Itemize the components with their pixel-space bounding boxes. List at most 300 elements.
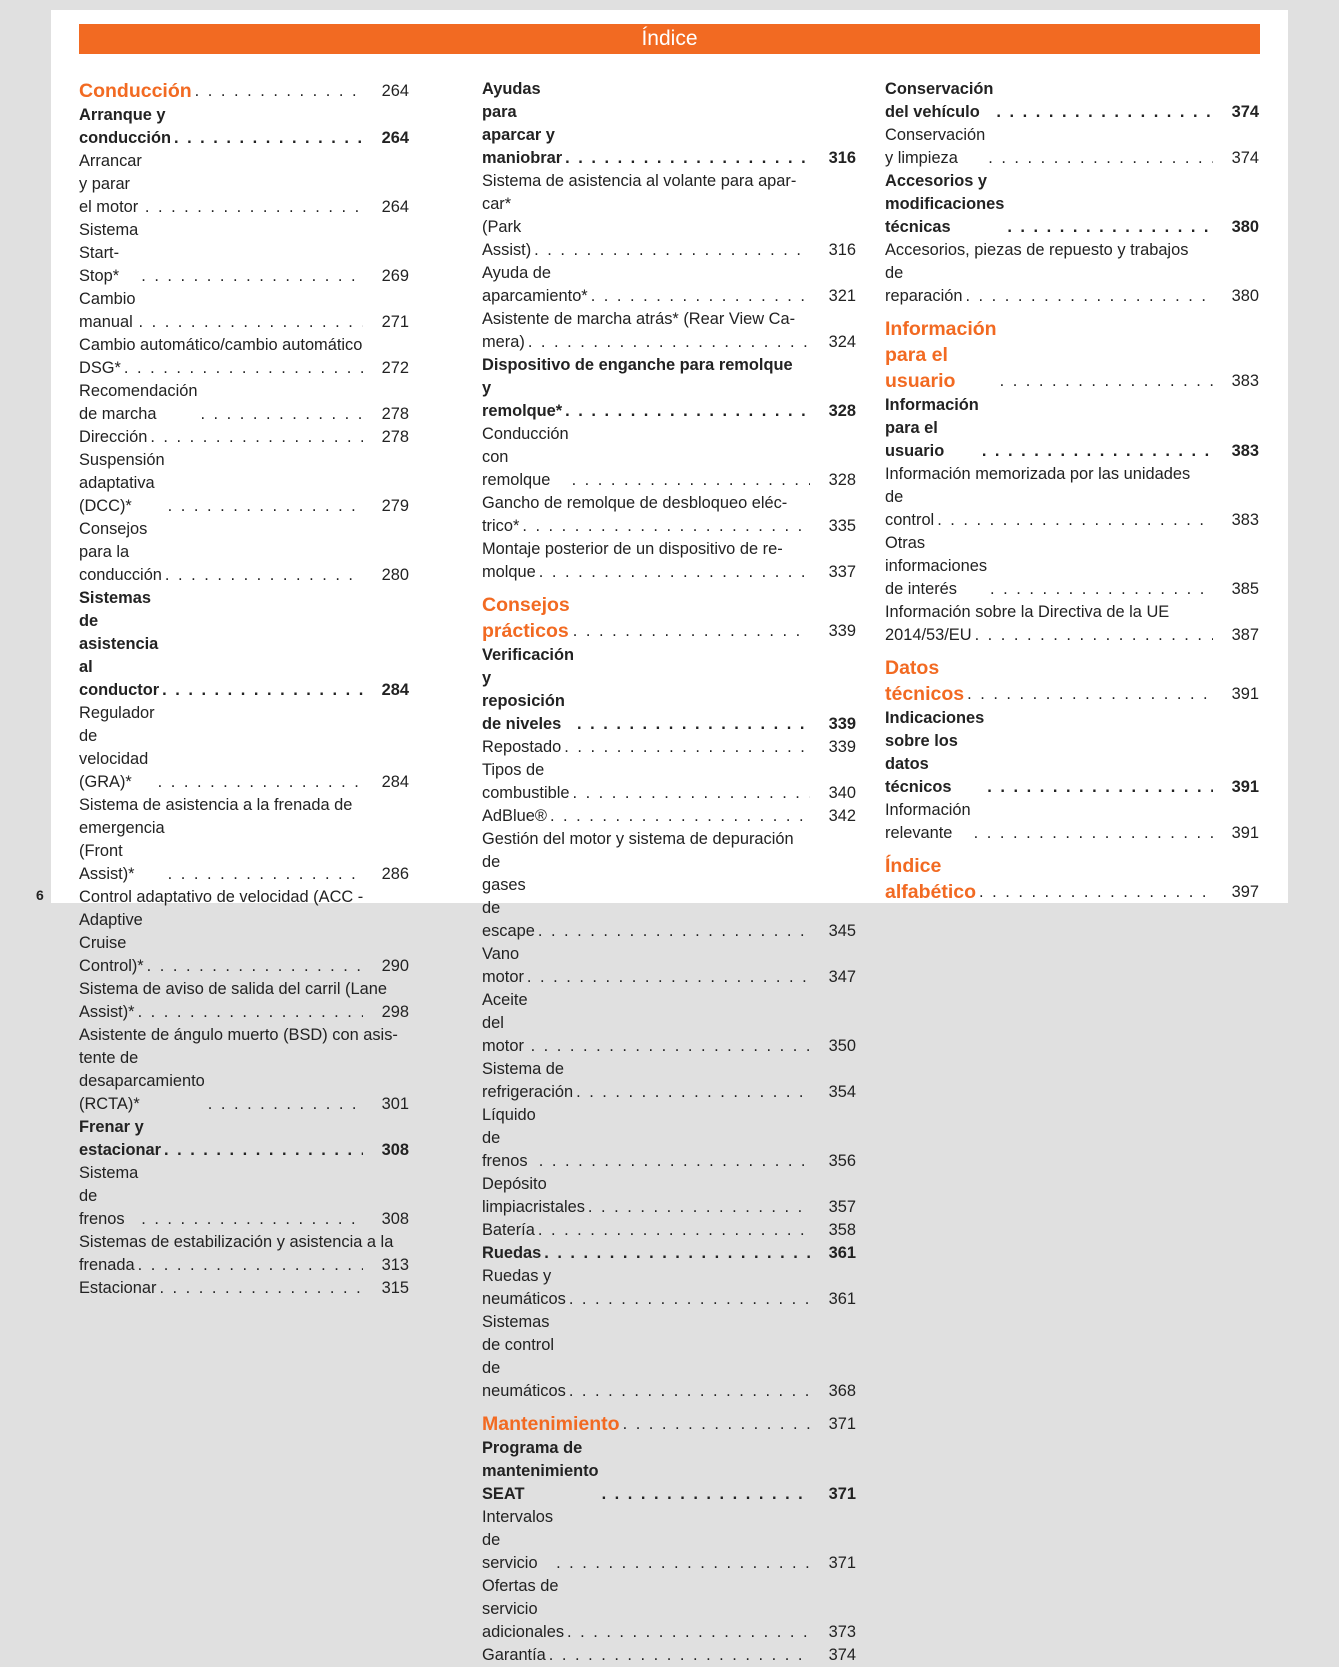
toc-entry[interactable] <box>885 799 1259 845</box>
toc-entry-label <box>482 1265 812 1311</box>
toc-entry[interactable] <box>79 288 409 334</box>
toc-entry[interactable] <box>482 759 856 805</box>
toc-entry-text: Assist)* <box>79 1003 135 1021</box>
dot-leader <box>168 495 363 518</box>
toc-entry-line <box>79 886 409 909</box>
toc-entry-text: Garantía <box>482 1646 546 1664</box>
toc-entry-text: Líquido de frenos <box>482 1106 536 1170</box>
toc-entry-text: Intervalos de servicio <box>482 1508 554 1572</box>
toc-chapter-entry[interactable] <box>482 78 856 170</box>
toc-entry-text: Sistema Start-Stop* <box>79 221 139 285</box>
toc-chapter-entry[interactable] <box>482 1242 856 1265</box>
toc-chapter-entry[interactable] <box>79 587 409 702</box>
toc-entry-label <box>482 644 812 736</box>
toc-entry-text: de gases de escape <box>482 853 535 940</box>
dot-leader <box>174 127 363 150</box>
toc-entry-label <box>482 805 812 828</box>
toc-entry-text: de reparación <box>885 264 963 305</box>
toc-page-number: 358 <box>828 1221 856 1239</box>
dot-leader <box>124 357 363 380</box>
toc-entry-text: Tipos de combustible <box>482 761 570 802</box>
toc-entry-text: Dirección <box>79 428 148 446</box>
toc-entry[interactable] <box>79 219 409 288</box>
toc-entry-line <box>482 354 856 377</box>
toc-entry-line <box>885 601 1259 624</box>
toc-page-number: 278 <box>381 428 409 446</box>
toc-entry-text: Ruedas <box>482 1244 542 1262</box>
toc-entry-text: trico* <box>482 517 520 535</box>
toc-entry-label <box>79 78 365 104</box>
toc-page-number: 301 <box>381 1095 409 1113</box>
toc-entry-text: DSG* <box>79 359 121 377</box>
toc-entry-text: Vano motor <box>482 945 524 986</box>
dot-leader <box>158 771 363 794</box>
dot-leader <box>534 239 810 262</box>
toc-entry[interactable] <box>79 702 409 794</box>
dot-leader <box>141 265 363 288</box>
toc-entry-label <box>482 561 812 584</box>
toc-entry-label <box>79 587 365 702</box>
page-number: 6 <box>36 887 44 903</box>
toc-page-number: 339 <box>828 715 856 733</box>
toc-page-number: 264 <box>381 82 409 100</box>
toc-entry-text: Consejos para la conducción <box>79 520 162 584</box>
toc-entry-label <box>482 78 812 170</box>
toc-page-number: 371 <box>828 1415 856 1433</box>
toc-page-number: 347 <box>828 968 856 986</box>
toc-entry[interactable] <box>79 449 409 518</box>
toc-entry-label <box>79 1254 365 1277</box>
toc-page-number: 371 <box>828 1485 856 1503</box>
toc-entry-text: Ayuda de aparcamiento* <box>482 264 588 305</box>
dot-leader <box>990 578 1213 601</box>
toc-entry-label <box>79 426 365 449</box>
dot-leader <box>200 403 363 426</box>
toc-entry-label <box>885 124 1215 170</box>
toc-entry-label <box>482 1311 812 1403</box>
toc-section-heading[interactable] <box>885 655 1259 707</box>
toc-entry-line <box>79 978 409 1001</box>
dot-leader <box>975 624 1213 647</box>
dot-leader <box>988 147 1213 170</box>
toc-entry-text: Accesorios, piezas de repuesto y trabajos <box>885 241 1189 259</box>
toc-entry[interactable] <box>79 426 409 449</box>
toc-entry-text: emergencia (Front Assist)* <box>79 819 165 883</box>
toc-page-number: 264 <box>381 198 409 216</box>
dot-leader <box>145 196 363 219</box>
toc-entry-text: Asistente de marcha atrás* (Rear View Ca- <box>482 310 796 328</box>
dot-leader <box>556 1552 810 1575</box>
toc-page-number: 321 <box>828 287 856 305</box>
toc-entry[interactable] <box>885 624 1259 647</box>
toc-entry-text: Información memorizada por las unidades <box>885 465 1191 483</box>
dot-leader <box>576 1081 810 1104</box>
toc-entry-label <box>482 1173 812 1219</box>
dot-leader <box>602 1483 810 1506</box>
toc-page-number: 383 <box>1231 372 1259 390</box>
toc-entry-label <box>885 78 1215 124</box>
toc-chapter-entry[interactable] <box>885 78 1259 124</box>
toc-entry-text: Arrancar y parar el motor <box>79 152 142 216</box>
toc-page-number: 361 <box>828 1244 856 1262</box>
toc-chapter-entry[interactable] <box>885 394 1259 463</box>
toc-entry-label <box>885 799 1215 845</box>
toc-entry[interactable] <box>885 532 1259 601</box>
toc-entry-text: Ruedas y neumáticos <box>482 1267 566 1308</box>
toc-entry[interactable] <box>482 1173 856 1219</box>
toc-entry[interactable] <box>482 423 856 492</box>
toc-page-number: 354 <box>828 1083 856 1101</box>
toc-entry-label <box>79 104 365 150</box>
toc-entry-text: Conducción con remolque <box>482 425 569 489</box>
toc-section-heading[interactable] <box>79 78 409 104</box>
toc-entry-text: Información para el usuario <box>885 318 997 392</box>
toc-page-number: 373 <box>828 1623 856 1641</box>
toc-entry-text: Estacionar <box>79 1279 157 1297</box>
toc-entry-label <box>885 170 1215 239</box>
dot-leader <box>195 78 363 104</box>
toc-entry-label <box>885 486 1215 532</box>
toc-page-number: 340 <box>828 784 856 802</box>
toc-entry-text: Índice alfabético <box>885 855 977 903</box>
dot-leader <box>528 331 810 354</box>
toc-entry-text: Accesorios y modificaciones técnicas <box>885 172 1005 236</box>
toc-page-number: 383 <box>1231 442 1259 460</box>
toc-chapter-entry[interactable] <box>885 170 1259 239</box>
toc-entry-label <box>79 150 365 219</box>
toc-entry-label <box>79 817 365 886</box>
toc-column-2 <box>482 78 856 1667</box>
toc-entry-label <box>482 331 812 354</box>
toc-entry[interactable] <box>79 357 409 380</box>
toc-column-3 <box>885 78 1259 905</box>
toc-entry[interactable] <box>482 193 856 262</box>
toc-page-number: 315 <box>381 1279 409 1297</box>
toc-entry[interactable] <box>79 817 409 886</box>
toc-page-number: 339 <box>828 622 856 640</box>
toc-entry[interactable] <box>79 909 409 978</box>
toc-entry-label <box>482 1411 812 1437</box>
toc-page-number: 374 <box>1231 149 1259 167</box>
dot-leader <box>965 285 1213 308</box>
toc-entry-text: Regulador de velocidad (GRA)* <box>79 704 155 791</box>
toc-entry-text: Programa de mantenimiento SEAT <box>482 1439 599 1503</box>
toc-entry-label <box>79 357 365 380</box>
toc-entry[interactable] <box>482 331 856 354</box>
toc-page-number: 374 <box>828 1646 856 1664</box>
toc-entry[interactable] <box>79 1254 409 1277</box>
toc-section-heading[interactable] <box>482 592 856 644</box>
toc-entry[interactable] <box>482 805 856 828</box>
toc-entry-text: Batería <box>482 1221 535 1239</box>
dot-leader <box>138 1001 363 1024</box>
dot-leader <box>527 966 810 989</box>
dot-leader <box>591 285 810 308</box>
dot-leader <box>974 822 1213 845</box>
toc-page-number: 383 <box>1231 511 1259 529</box>
toc-entry-label <box>885 655 1215 707</box>
toc-page-number: 356 <box>828 1152 856 1170</box>
toc-entry[interactable] <box>79 1277 409 1300</box>
toc-entry-text: Cambio automático/cambio automático <box>79 336 363 354</box>
toc-page-number: 279 <box>381 497 409 515</box>
toc-entry-text: Sistema de asistencia a la frenada de <box>79 796 353 814</box>
dot-leader <box>544 1242 810 1265</box>
dot-leader <box>168 863 363 886</box>
toc-entry-text: Información para el usuario <box>885 396 979 460</box>
toc-page-number: 298 <box>381 1003 409 1021</box>
dot-leader <box>567 1621 810 1644</box>
toc-entry-text: Aceite del motor <box>482 991 528 1055</box>
toc-entry-label <box>482 423 812 492</box>
toc-page-number: 391 <box>1231 778 1259 796</box>
toc-entry-text: Sistema de asistencia al volante para apar- <box>482 172 797 190</box>
toc-entry-line <box>482 308 856 331</box>
toc-page-number: 361 <box>828 1290 856 1308</box>
toc-page-number: 271 <box>381 313 409 331</box>
toc-entry-line <box>885 463 1259 486</box>
toc-entry-label <box>885 707 1215 799</box>
toc-chapter-entry[interactable] <box>79 104 409 150</box>
toc-section-heading[interactable] <box>885 853 1259 905</box>
dot-leader <box>565 147 810 170</box>
dot-leader <box>150 426 363 449</box>
dot-leader <box>522 515 810 538</box>
toc-entry-line <box>79 334 409 357</box>
toc-entry-label <box>79 1162 365 1231</box>
toc-entry[interactable] <box>885 486 1259 532</box>
toc-entry-label <box>482 943 812 989</box>
toc-entry-label <box>482 1242 812 1265</box>
toc-entry-label <box>885 853 1215 905</box>
dot-leader <box>623 1411 810 1437</box>
toc-entry-line <box>79 1231 409 1254</box>
toc-entry[interactable] <box>482 1311 856 1403</box>
dot-leader <box>147 955 363 978</box>
toc-entry-label <box>482 1058 812 1104</box>
toc-entry-text: Repostado <box>482 738 562 756</box>
toc-page-number: 308 <box>381 1141 409 1159</box>
toc-entry-text: 2014/53/EU <box>885 626 972 644</box>
dot-leader <box>937 509 1213 532</box>
dot-leader <box>538 920 810 943</box>
toc-entry[interactable] <box>79 1047 409 1116</box>
toc-entry-label <box>482 1575 812 1644</box>
toc-entry[interactable] <box>79 1162 409 1231</box>
toc-page-number: 397 <box>1231 883 1259 901</box>
toc-entry-text: Información relevante <box>885 801 971 842</box>
dot-leader <box>539 1150 810 1173</box>
toc-page-number: 278 <box>381 405 409 423</box>
toc-entry-label <box>79 1001 365 1024</box>
dot-leader <box>588 1196 810 1219</box>
toc-page-number: 387 <box>1231 626 1259 644</box>
toc-entry-text: Control adaptativo de velocidad (ACC - <box>79 888 364 906</box>
toc-page-number: 391 <box>1231 824 1259 842</box>
toc-chapter-entry[interactable] <box>79 1116 409 1162</box>
dot-leader <box>572 782 810 805</box>
toc-column-1 <box>79 78 409 1300</box>
toc-entry-text: Sistemas de estabilización y asistencia a la <box>79 1233 394 1251</box>
toc-entry-line <box>79 794 409 817</box>
toc-page-number: 316 <box>828 149 856 167</box>
toc-entry-text: Sistema de refrigeración <box>482 1060 574 1101</box>
toc-entry-text: Información sobre la Directiva de la UE <box>885 603 1170 621</box>
toc-entry-label <box>79 702 365 794</box>
toc-entry-text: Sistema de aviso de salida del carril (Lane <box>79 980 387 998</box>
toc-page-number: 391 <box>1231 685 1259 703</box>
toc-entry[interactable] <box>885 262 1259 308</box>
toc-entry-text: Conducción <box>79 80 192 102</box>
toc-page-number: 380 <box>1231 218 1259 236</box>
toc-entry-label <box>482 592 812 644</box>
toc-entry-text: de control <box>885 488 935 529</box>
document-page <box>51 10 1288 1664</box>
dot-leader <box>538 1219 810 1242</box>
toc-page-number: 357 <box>828 1198 856 1216</box>
toc-section-heading[interactable] <box>482 1411 856 1437</box>
toc-entry-label <box>482 1104 812 1173</box>
toc-entry-text: Ofertas de servicio adicionales <box>482 1577 565 1641</box>
toc-entry[interactable] <box>482 561 856 584</box>
toc-entry-label <box>885 262 1215 308</box>
toc-page-number: 335 <box>828 517 856 535</box>
toc-page-number: 328 <box>828 471 856 489</box>
toc-entry-text: Sistemas de control de neumáticos <box>482 1313 566 1400</box>
toc-entry-text: Datos técnicos <box>885 657 965 705</box>
toc-page-number: 337 <box>828 563 856 581</box>
toc-entry-label <box>482 515 812 538</box>
toc-entry[interactable] <box>482 1104 856 1173</box>
toc-entry-text: Sistema de frenos <box>79 1164 139 1228</box>
dot-leader <box>967 681 1213 707</box>
toc-entry[interactable] <box>482 262 856 308</box>
dot-leader <box>159 1277 363 1300</box>
toc-entry-label <box>79 219 365 288</box>
toc-entry-text: Ayudas para aparcar y maniobrar <box>482 80 563 167</box>
dot-leader <box>982 440 1213 463</box>
dot-leader <box>550 805 810 828</box>
toc-entry-text: molque <box>482 563 536 581</box>
toc-entry-label <box>885 624 1215 647</box>
toc-entry-label <box>482 1506 812 1575</box>
toc-page-number: 342 <box>828 807 856 825</box>
toc-entry-label <box>79 288 365 334</box>
toc-entry-label <box>482 1644 812 1667</box>
dot-leader <box>549 1644 810 1667</box>
dot-leader <box>577 713 810 736</box>
toc-page-number: 345 <box>828 922 856 940</box>
toc-entry[interactable] <box>482 851 856 943</box>
toc-entry-text: Frenar y estacionar <box>79 1118 161 1159</box>
toc-page-number: 284 <box>381 773 409 791</box>
toc-entry-label <box>482 759 812 805</box>
toc-entry[interactable] <box>482 989 856 1058</box>
toc-page-number: 339 <box>828 738 856 756</box>
dot-leader <box>138 311 363 334</box>
toc-entry[interactable] <box>482 515 856 538</box>
toc-entry-text: AdBlue® <box>482 807 547 825</box>
toc-entry-text: Otras informaciones de interés <box>885 534 988 598</box>
toc-page-number: 284 <box>381 681 409 699</box>
dot-leader <box>572 469 810 492</box>
toc-entry-label <box>79 449 365 518</box>
dot-leader <box>164 1139 363 1162</box>
toc-entry[interactable] <box>482 1058 856 1104</box>
toc-entry[interactable] <box>482 943 856 989</box>
toc-entry-label <box>79 518 365 587</box>
toc-page-number: 371 <box>828 1554 856 1572</box>
toc-entry[interactable] <box>79 380 409 426</box>
toc-entry-text: Indicaciones sobre los datos técnicos <box>885 709 985 796</box>
toc-entry[interactable] <box>482 736 856 759</box>
toc-entry-text: Cambio manual <box>79 290 136 331</box>
toc-entry-label <box>482 1437 812 1506</box>
dot-leader <box>141 1208 363 1231</box>
toc-page-number: 368 <box>828 1382 856 1400</box>
toc-page-number: 328 <box>828 402 856 420</box>
toc-entry-label <box>482 377 812 423</box>
toc-page-number: 313 <box>381 1256 409 1274</box>
toc-entry-text: Asistente de ángulo muerto (BSD) con asis- <box>79 1026 398 1044</box>
toc-entry-label <box>885 532 1215 601</box>
toc-chapter-entry[interactable] <box>482 1437 856 1506</box>
dot-leader <box>569 1288 810 1311</box>
dot-leader <box>539 561 810 584</box>
toc-page-number: 350 <box>828 1037 856 1055</box>
toc-entry-label <box>79 380 365 426</box>
toc-entry-text: frenada <box>79 1256 135 1274</box>
toc-entry-line <box>885 239 1259 262</box>
toc-entry[interactable] <box>79 518 409 587</box>
toc-chapter-entry[interactable] <box>885 707 1259 799</box>
toc-entry-label <box>885 394 1215 463</box>
toc-entry[interactable] <box>482 1265 856 1311</box>
toc-entry-text: car* (Park Assist) <box>482 195 532 259</box>
toc-entry[interactable] <box>482 1575 856 1644</box>
toc-chapter-entry[interactable] <box>482 644 856 736</box>
toc-page-number: 264 <box>381 129 409 147</box>
toc-chapter-entry[interactable] <box>482 377 856 423</box>
toc-entry-text: Conservación del vehículo <box>885 80 994 121</box>
toc-entry-label <box>482 193 812 262</box>
toc-page-number: 308 <box>381 1210 409 1228</box>
toc-entry-text: Dispositivo de enganche para remolque <box>482 356 793 374</box>
toc-entry-label <box>79 909 365 978</box>
dot-leader <box>565 400 810 423</box>
toc-entry[interactable] <box>482 1506 856 1575</box>
toc-entry-line <box>79 1024 409 1047</box>
toc-entry[interactable] <box>482 1644 856 1667</box>
dot-leader <box>208 1093 363 1116</box>
toc-entry-label <box>482 736 812 759</box>
toc-entry[interactable] <box>482 1219 856 1242</box>
toc-entry-text: Suspensión adaptativa (DCC)* <box>79 451 165 515</box>
toc-entry-label <box>79 1047 365 1116</box>
toc-entry-line <box>482 492 856 515</box>
toc-entry[interactable] <box>885 124 1259 170</box>
toc-page-number: 272 <box>381 359 409 377</box>
dot-leader <box>1000 368 1213 394</box>
dot-leader <box>162 679 363 702</box>
toc-entry[interactable] <box>79 1001 409 1024</box>
toc-entry-text: Depósito limpiacristales <box>482 1175 585 1216</box>
toc-entry-line <box>482 828 856 851</box>
toc-section-heading[interactable] <box>885 316 1259 394</box>
toc-entry[interactable] <box>79 150 409 219</box>
dot-leader <box>138 1254 363 1277</box>
dot-leader <box>165 564 363 587</box>
